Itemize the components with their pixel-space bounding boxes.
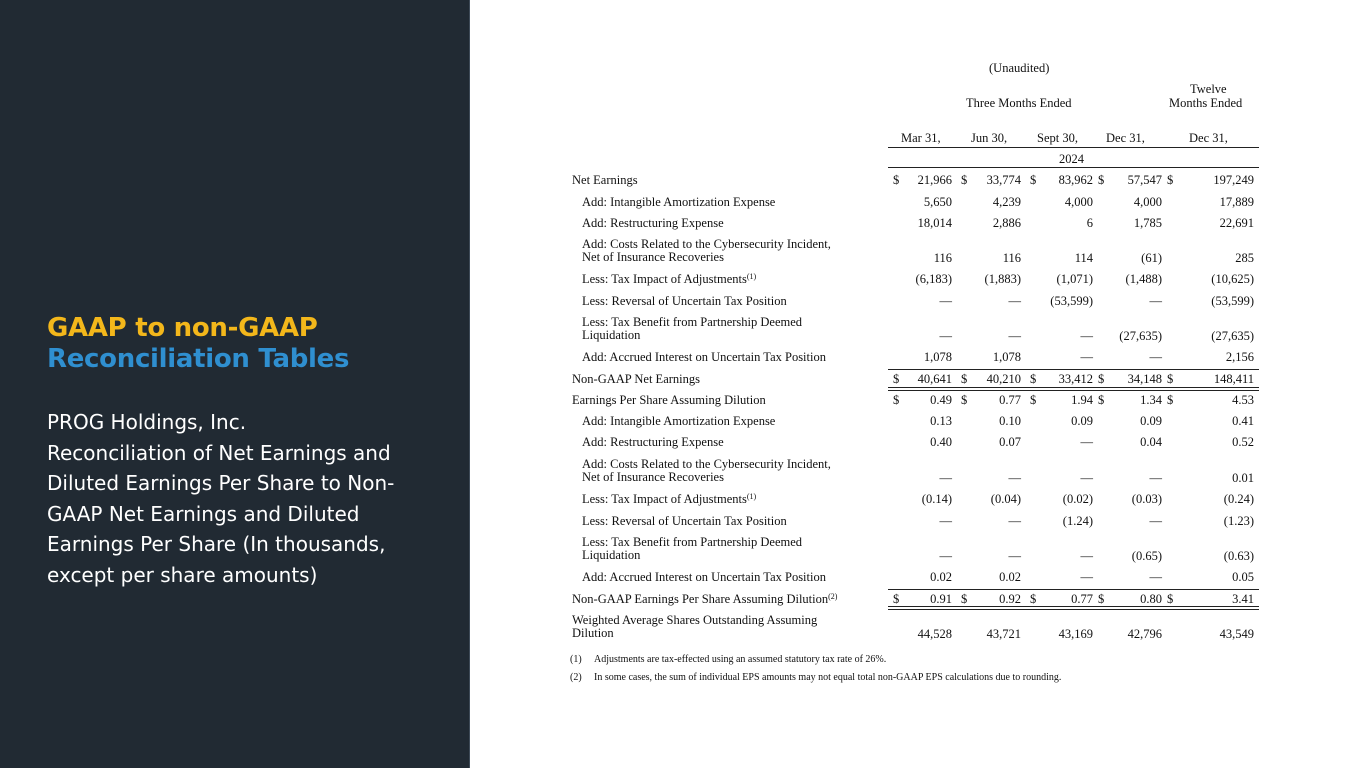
row-label — [582, 492, 756, 506]
row-label: Net of Insurance Recoveries — [582, 250, 724, 264]
table-cell: (27,635) — [1211, 329, 1254, 343]
row-label: Less: Reversal of Uncertain Tax Position — [582, 514, 787, 528]
eps-subtotal-rule — [888, 589, 1259, 590]
row-label: Non-GAAP Net Earnings — [572, 372, 700, 386]
total-double-rule — [888, 387, 1259, 391]
row-label: Add: Costs Related to the Cybersecurity Incident, — [582, 237, 831, 251]
table-cell: 34,148 — [1127, 372, 1162, 386]
currency-symbol: $ — [961, 592, 968, 606]
table-cell: 148,411 — [1213, 372, 1254, 386]
table-cell: 1,785 — [1133, 216, 1162, 230]
row-label — [582, 272, 756, 286]
table-cell: 0.52 — [1232, 435, 1254, 449]
slide-title-line2: Reconciliation Tables — [47, 344, 350, 374]
currency-symbol: $ — [1167, 173, 1174, 187]
currency-symbol: $ — [893, 173, 900, 187]
row-label-text: Non-GAAP Earnings Per Share Assuming Dilution — [572, 592, 829, 606]
table-cell: (0.65) — [1131, 549, 1162, 563]
row-label: Less: Tax Benefit from Partnership Deemed — [582, 315, 803, 329]
table-cell: — — [1080, 435, 1093, 449]
row-label: Add: Costs Related to the Cybersecurity Incident, — [582, 457, 831, 471]
header-rule — [888, 147, 1259, 148]
table-cell: (0.02) — [1062, 492, 1093, 506]
column-header: Sept 30, — [1037, 131, 1078, 145]
table-cell: — — [1080, 570, 1093, 584]
column-header: Mar 31, — [901, 131, 941, 145]
currency-symbol: $ — [1030, 393, 1037, 407]
table-cell: (53,599) — [1211, 294, 1254, 308]
currency-symbol: $ — [961, 372, 968, 386]
table-cell: 0.13 — [930, 414, 952, 428]
row-label — [572, 592, 837, 606]
row-label: Add: Intangible Amortization Expense — [582, 414, 776, 428]
currency-symbol: $ — [1030, 372, 1037, 386]
description-line: except per share amounts) — [47, 562, 318, 587]
table-cell: (6,183) — [915, 272, 952, 286]
table-cell: 3.41 — [1232, 592, 1254, 606]
table-cell: 4,239 — [992, 195, 1021, 209]
row-label: Add: Intangible Amortization Expense — [582, 195, 776, 209]
footnote-marker: (1) — [746, 272, 757, 281]
table-cell: (0.63) — [1223, 549, 1254, 563]
table-cell: — — [939, 549, 952, 563]
currency-symbol: $ — [893, 393, 900, 407]
table-cell: (27,635) — [1119, 329, 1162, 343]
table-cell: 0.41 — [1232, 414, 1254, 428]
table-cell: (0.24) — [1223, 492, 1254, 506]
footnote-text: Adjustments are tax-effected using an assumed statutory tax rate of 26%. — [594, 654, 887, 665]
column-header: Dec 31, — [1106, 131, 1145, 145]
table-cell: 2,156 — [1225, 350, 1254, 364]
row-label: Add: Accrued Interest on Uncertain Tax Position — [582, 570, 826, 584]
footnote-mark: (2) — [570, 672, 582, 683]
table-cell: 0.07 — [999, 435, 1021, 449]
row-label: Liquidation — [582, 328, 641, 342]
row-label: Add: Restructuring Expense — [582, 216, 724, 230]
table-cell: 0.49 — [930, 393, 952, 407]
table-cell: 0.09 — [1071, 414, 1093, 428]
table-cell: — — [1080, 329, 1093, 343]
table-cell: — — [1080, 350, 1093, 364]
column-header: Jun 30, — [971, 131, 1008, 145]
footnote-text: In some cases, the sum of individual EPS amounts may not equal total non-GAAP EPS calculations due to rounding. — [594, 672, 1062, 683]
description-line: GAAP Net Earnings and Diluted — [47, 501, 360, 526]
currency-symbol: $ — [1098, 372, 1105, 386]
table-cell: 5,650 — [923, 195, 952, 209]
currency-symbol: $ — [893, 372, 900, 386]
table-cell: 114 — [1074, 251, 1093, 265]
row-label-text: Less: Tax Impact of Adjustments — [582, 272, 747, 286]
table-cell: 40,210 — [986, 372, 1021, 386]
table-cell: 0.40 — [930, 435, 952, 449]
row-label: Net of Insurance Recoveries — [582, 470, 724, 484]
table-cell: 0.92 — [999, 592, 1021, 606]
table-cell: 0.05 — [1232, 570, 1254, 584]
table-cell: (0.04) — [990, 492, 1021, 506]
table-cell: 42,796 — [1127, 627, 1162, 641]
table-cell: 0.77 — [1071, 592, 1093, 606]
row-label: Add: Restructuring Expense — [582, 435, 724, 449]
table-cell: — — [939, 471, 952, 485]
table-cell: 0.01 — [1232, 471, 1254, 485]
row-label-text: Less: Tax Impact of Adjustments — [582, 492, 747, 506]
table-cell: (1.24) — [1062, 514, 1093, 528]
table-cell: (10,625) — [1211, 272, 1254, 286]
table-cell: 0.80 — [1140, 592, 1162, 606]
currency-symbol: $ — [961, 393, 968, 407]
table-cell: 57,547 — [1127, 173, 1162, 187]
table-cell: 1.34 — [1140, 393, 1162, 407]
currency-symbol: $ — [1098, 173, 1105, 187]
three-months-header: Three Months Ended — [966, 96, 1072, 110]
table-cell: 0.04 — [1140, 435, 1162, 449]
year-rule — [888, 167, 1259, 168]
table-cell: 0.02 — [930, 570, 952, 584]
table-cell: 4,000 — [1133, 195, 1162, 209]
currency-symbol: $ — [893, 592, 900, 606]
table-cell: — — [1149, 570, 1162, 584]
table-cell: 0.09 — [1140, 414, 1162, 428]
table-cell: 0.91 — [930, 592, 952, 606]
table-cell: — — [1008, 329, 1021, 343]
table-cell: 44,528 — [917, 627, 952, 641]
table-cell: 33,774 — [986, 173, 1021, 187]
table-cell: — — [1149, 294, 1162, 308]
table-cell: — — [1149, 471, 1162, 485]
description-line: Diluted Earnings Per Share to Non- — [47, 471, 395, 495]
footnote-marker: (2) — [828, 592, 838, 601]
subtotal-rule — [888, 369, 1259, 370]
table-cell: 4,000 — [1064, 195, 1093, 209]
table-cell: — — [1008, 294, 1021, 308]
footnote-mark: (1) — [570, 654, 582, 665]
currency-symbol: $ — [1167, 372, 1174, 386]
currency-symbol: $ — [1167, 393, 1174, 407]
table-cell: — — [1080, 549, 1093, 563]
twelve-months-header-line2: Months Ended — [1169, 96, 1243, 110]
currency-symbol: $ — [961, 173, 968, 187]
year-header: 2024 — [1059, 152, 1084, 166]
slide-title-line1: GAAP to non-GAAP — [47, 313, 318, 343]
table-cell: — — [939, 329, 952, 343]
table-cell: 43,721 — [986, 627, 1021, 641]
table-cell: 43,549 — [1219, 627, 1254, 641]
row-label: Dilution — [572, 626, 614, 640]
row-label: Net Earnings — [572, 173, 638, 187]
table-cell: 2,886 — [992, 216, 1021, 230]
table-cell: 22,691 — [1219, 216, 1254, 230]
table-cell: (0.14) — [921, 492, 952, 506]
table-cell: 33,412 — [1058, 372, 1093, 386]
footnote-marker: (1) — [746, 492, 757, 501]
row-label: Add: Accrued Interest on Uncertain Tax Position — [582, 350, 826, 364]
currency-symbol: $ — [1167, 592, 1174, 606]
table-cell: (0.03) — [1131, 492, 1162, 506]
table-cell: (61) — [1141, 251, 1162, 265]
table-cell: 6 — [1086, 216, 1093, 230]
table-cell: 1,078 — [992, 350, 1021, 364]
row-label: Less: Reversal of Uncertain Tax Position — [582, 294, 787, 308]
table-cell: 17,889 — [1219, 195, 1254, 209]
table-cell: 116 — [1002, 251, 1021, 265]
table-cell: 4.53 — [1232, 393, 1254, 407]
currency-symbol: $ — [1098, 592, 1105, 606]
table-cell: (1,488) — [1125, 272, 1162, 286]
table-cell: (1,883) — [984, 272, 1021, 286]
eps-total-double-rule — [888, 606, 1259, 610]
table-cell: 197,249 — [1213, 173, 1254, 187]
table-cell: (53,599) — [1050, 294, 1093, 308]
table-cell: 0.02 — [999, 570, 1021, 584]
table-cell: — — [1149, 514, 1162, 528]
currency-symbol: $ — [1030, 173, 1037, 187]
table-cell: — — [1008, 514, 1021, 528]
table-cell: 21,966 — [917, 173, 952, 187]
table-cell: — — [1080, 471, 1093, 485]
table-cell: (1,071) — [1056, 272, 1093, 286]
table-cell: — — [1008, 549, 1021, 563]
table-cell: — — [939, 514, 952, 528]
description-line: PROG Holdings, Inc. — [47, 410, 247, 434]
table-cell: 1,078 — [923, 350, 952, 364]
row-label: Earnings Per Share Assuming Dilution — [572, 393, 766, 407]
table-cell: 116 — [933, 251, 952, 265]
table-cell: — — [1149, 350, 1162, 364]
twelve-months-header-line1: Twelve — [1190, 82, 1227, 96]
currency-symbol: $ — [1098, 393, 1105, 407]
description-line: Reconciliation of Net Earnings and — [47, 440, 391, 465]
table-cell: — — [1008, 471, 1021, 485]
column-header: Dec 31, — [1189, 131, 1228, 145]
unaudited-header: (Unaudited) — [989, 61, 1050, 75]
row-label: Weighted Average Shares Outstanding Assuming — [572, 613, 818, 627]
description-line: Earnings Per Share (In thousands, — [47, 532, 386, 556]
table-cell: 285 — [1235, 251, 1254, 265]
table-cell: 1.94 — [1071, 393, 1093, 407]
table-cell: 0.10 — [999, 414, 1021, 428]
row-label: Less: Tax Benefit from Partnership Deemed — [582, 535, 803, 549]
table-cell: 0.77 — [999, 393, 1021, 407]
row-label: Liquidation — [582, 548, 641, 562]
table-cell: 40,641 — [917, 372, 952, 386]
currency-symbol: $ — [1030, 592, 1037, 606]
table-cell: — — [939, 294, 952, 308]
table-cell: 83,962 — [1058, 173, 1093, 187]
table-cell: (1.23) — [1223, 514, 1254, 528]
table-cell: 18,014 — [917, 216, 952, 230]
table-cell: 43,169 — [1058, 627, 1093, 641]
